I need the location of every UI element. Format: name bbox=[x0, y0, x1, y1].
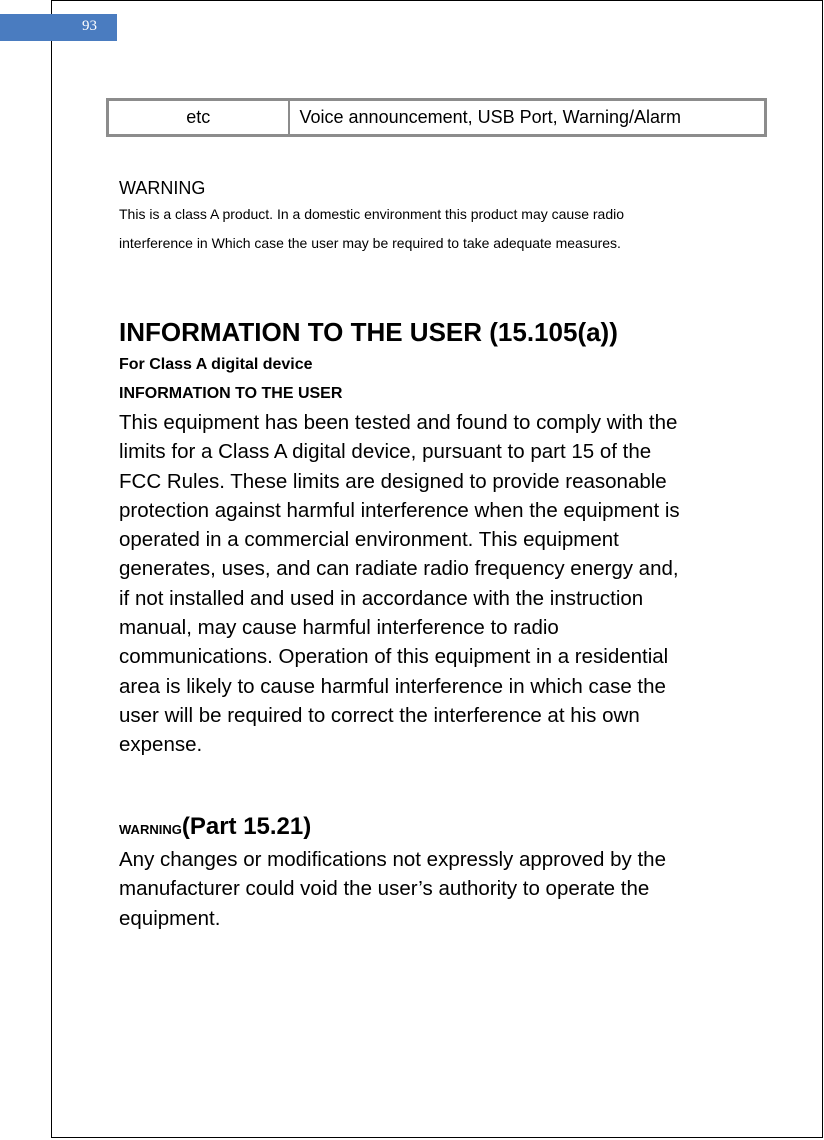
body-line: if not installed and used in accordance with the instruction bbox=[119, 586, 644, 610]
warning-heading: WARNING bbox=[119, 178, 206, 198]
body-line: operated in a commercial environment. This equipment bbox=[119, 528, 619, 552]
body-line: area is likely to cause harmful interference in which case the bbox=[119, 674, 666, 698]
spec-table bbox=[106, 98, 767, 137]
body-line: communications. Operation of this equipment in a residential bbox=[119, 645, 669, 669]
body-line: limits for a Class A digital device, pursuant to part 15 of the bbox=[119, 440, 652, 464]
warning-text-line: This is a class A product. In a domestic environment this product may cause radio bbox=[119, 206, 625, 222]
section-subheading: INFORMATION TO THE USER bbox=[119, 385, 343, 402]
table-cell-label: etc bbox=[108, 100, 289, 136]
page-number: 93 bbox=[0, 14, 117, 41]
warning-text-line: interference in Which case the user may be required to take adequate measures. bbox=[119, 235, 621, 251]
table-cell-value: Voice announcement, USB Port, Warning/Alarm bbox=[289, 100, 766, 136]
part-15-21-heading bbox=[119, 812, 759, 845]
part-15-21-section bbox=[119, 812, 759, 933]
body-line: Any changes or modifications not expressly approved by the bbox=[119, 848, 666, 871]
table-row bbox=[108, 100, 766, 136]
body-line: protection against harmful interference when the equipment is bbox=[119, 498, 680, 522]
fcc-info-section bbox=[119, 350, 759, 760]
body-line: FCC Rules. These limits are designed to provide reasonable bbox=[119, 469, 667, 493]
body-line: equipment. bbox=[119, 906, 221, 930]
warning-label-small: WARNING bbox=[119, 822, 182, 837]
body-line: user will be required to correct the interference at his own bbox=[119, 703, 640, 727]
body-line: manual, may cause harmful interference to radio bbox=[119, 616, 559, 640]
warning-label-large: (Part 15.21) bbox=[181, 813, 312, 840]
section-title: INFORMATION TO THE USER (15.105(a)) bbox=[119, 317, 618, 347]
body-line: This equipment has been tested and found to comply with the bbox=[119, 411, 678, 434]
section-subtitle: For Class A digital device bbox=[119, 356, 313, 373]
body-line: expense. bbox=[119, 733, 203, 757]
document-body bbox=[119, 176, 759, 930]
body-line: manufacturer could void the user’s authority to operate the bbox=[119, 877, 650, 901]
body-line: generates, uses, and can radiate radio frequency energy and, bbox=[119, 557, 679, 581]
